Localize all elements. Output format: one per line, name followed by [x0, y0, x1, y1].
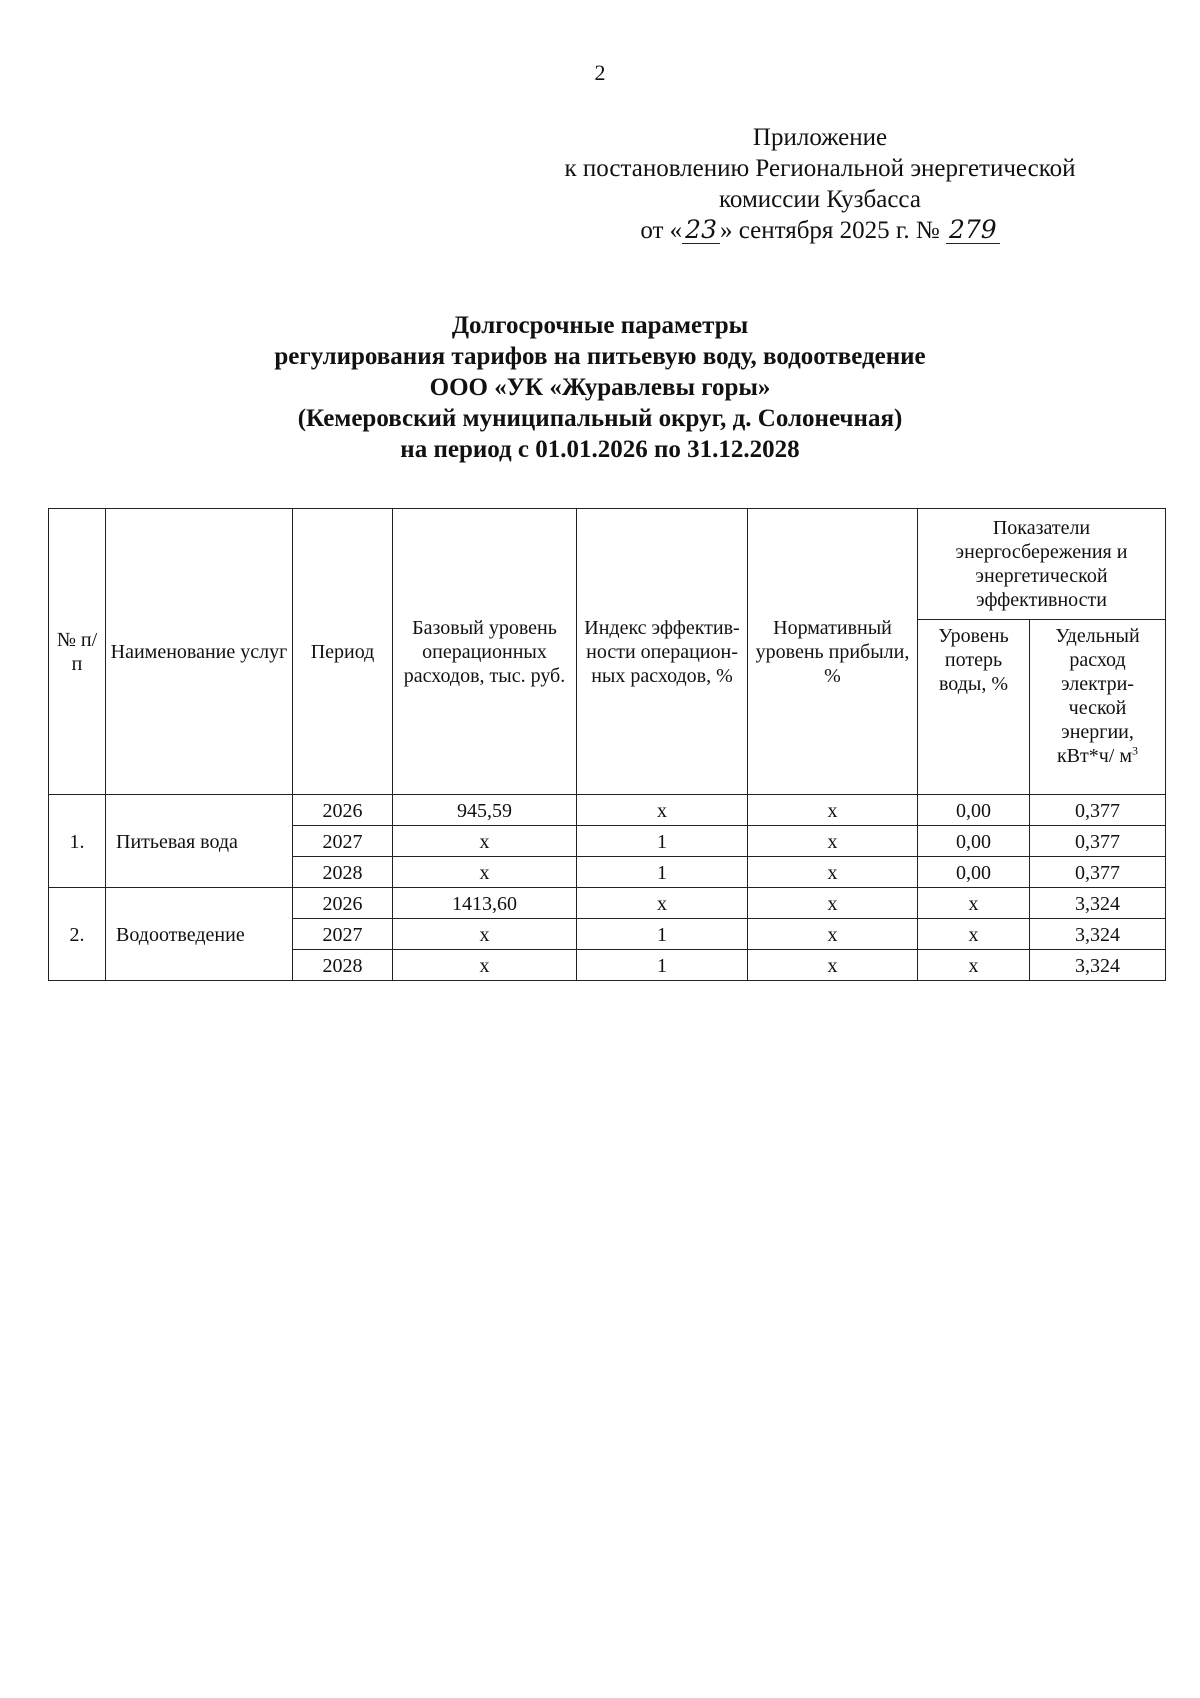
appendix-decree: к постановлению Региональной энергетической — [564, 155, 1076, 182]
cell-service: Питьевая вода — [106, 795, 293, 888]
cell-energy-use: 3,324 — [1030, 888, 1166, 919]
cell-period: 2028 — [293, 857, 393, 888]
appendix-title: Приложение — [752, 124, 888, 151]
cell-water-loss: 0,00 — [918, 795, 1030, 826]
parameters-table — [48, 508, 1166, 981]
cell-profit-level: х — [748, 795, 918, 826]
header-profit-level: Нормативный уровень прибыли, % — [748, 509, 918, 795]
page-number: 2 — [594, 60, 606, 85]
handwritten-doc-number: 279 — [946, 217, 1000, 244]
title-line-2: регулирования тарифов на питьевую воду, водоотведение — [274, 343, 926, 370]
cell-efficiency-index: 1 — [577, 919, 748, 950]
cell-period: 2027 — [293, 919, 393, 950]
cell-period: 2028 — [293, 950, 393, 981]
cell-base-level: х — [393, 950, 577, 981]
cell-base-level: х — [393, 857, 577, 888]
header-num: № п/п — [49, 509, 106, 795]
date-mid: » сентября 2025 г. № — [719, 217, 940, 244]
date-prefix: от « — [640, 217, 683, 244]
title-line-3: ООО «УК «Журавлевы горы» — [429, 374, 771, 401]
header-efficiency-index: Индекс эффектив- ности операцион- ных расходов, % — [577, 509, 748, 795]
cell-base-level: 945,59 — [393, 795, 577, 826]
cell-energy-use: 0,377 — [1030, 857, 1166, 888]
appendix-commission: комиссии Кузбасса — [719, 186, 921, 213]
cell-efficiency-index: 1 — [577, 857, 748, 888]
cell-energy-use: 3,324 — [1030, 919, 1166, 950]
header-energy-use — [1030, 620, 1166, 795]
cell-base-level: х — [393, 919, 577, 950]
title-line-5: на период с 01.01.2026 по 31.12.2028 — [400, 436, 800, 463]
title-line-4: (Кемеровский муниципальный округ, д. Солонечная) — [297, 405, 903, 432]
header-energy-group: Показатели энергосбережения и энергетической эффективности — [918, 509, 1166, 620]
header-base-level: Базовый уровень операционных расходов, тыс. руб. — [393, 509, 577, 795]
cell-water-loss: х — [918, 888, 1030, 919]
cell-energy-use: 3,324 — [1030, 950, 1166, 981]
table-row — [49, 888, 1166, 919]
cell-base-level: х — [393, 826, 577, 857]
cell-period: 2026 — [293, 888, 393, 919]
header-water-loss: Уровень потерь воды, % — [918, 620, 1030, 795]
cell-efficiency-index: 1 — [577, 826, 748, 857]
cell-efficiency-index: х — [577, 888, 748, 919]
cell-profit-level: х — [748, 888, 918, 919]
appendix-date-line — [520, 215, 1120, 246]
cell-profit-level: х — [748, 857, 918, 888]
handwritten-day: 23 — [682, 217, 720, 244]
cell-efficiency-index: х — [577, 795, 748, 826]
cell-efficiency-index: 1 — [577, 950, 748, 981]
header-period: Период — [293, 509, 393, 795]
title-line-1: Долгосрочные параметры — [451, 312, 749, 339]
cell-energy-use: 0,377 — [1030, 795, 1166, 826]
cell-num: 1. — [49, 795, 106, 888]
cell-water-loss: 0,00 — [918, 826, 1030, 857]
header-service: Наименование услуг — [106, 509, 293, 795]
cell-profit-level: х — [748, 950, 918, 981]
cell-period: 2026 — [293, 795, 393, 826]
cell-service: Водоотведение — [106, 888, 293, 981]
appendix-block — [520, 122, 1120, 246]
cell-water-loss: х — [918, 950, 1030, 981]
cell-energy-use: 0,377 — [1030, 826, 1166, 857]
header-energy-unit: кВт*ч/ $м^3$ — [1056, 743, 1139, 767]
header-energy-use-label: Удельный расход электри- ческой энергии, — [1055, 625, 1140, 743]
table-row — [49, 795, 1166, 826]
cell-profit-level: х — [748, 919, 918, 950]
cell-profit-level: х — [748, 826, 918, 857]
cell-base-level: 1413,60 — [393, 888, 577, 919]
cell-water-loss: 0,00 — [918, 857, 1030, 888]
document-title — [100, 310, 1100, 465]
cell-period: 2027 — [293, 826, 393, 857]
header-row-1 — [49, 509, 1166, 620]
cell-num: 2. — [49, 888, 106, 981]
cell-water-loss: х — [918, 919, 1030, 950]
